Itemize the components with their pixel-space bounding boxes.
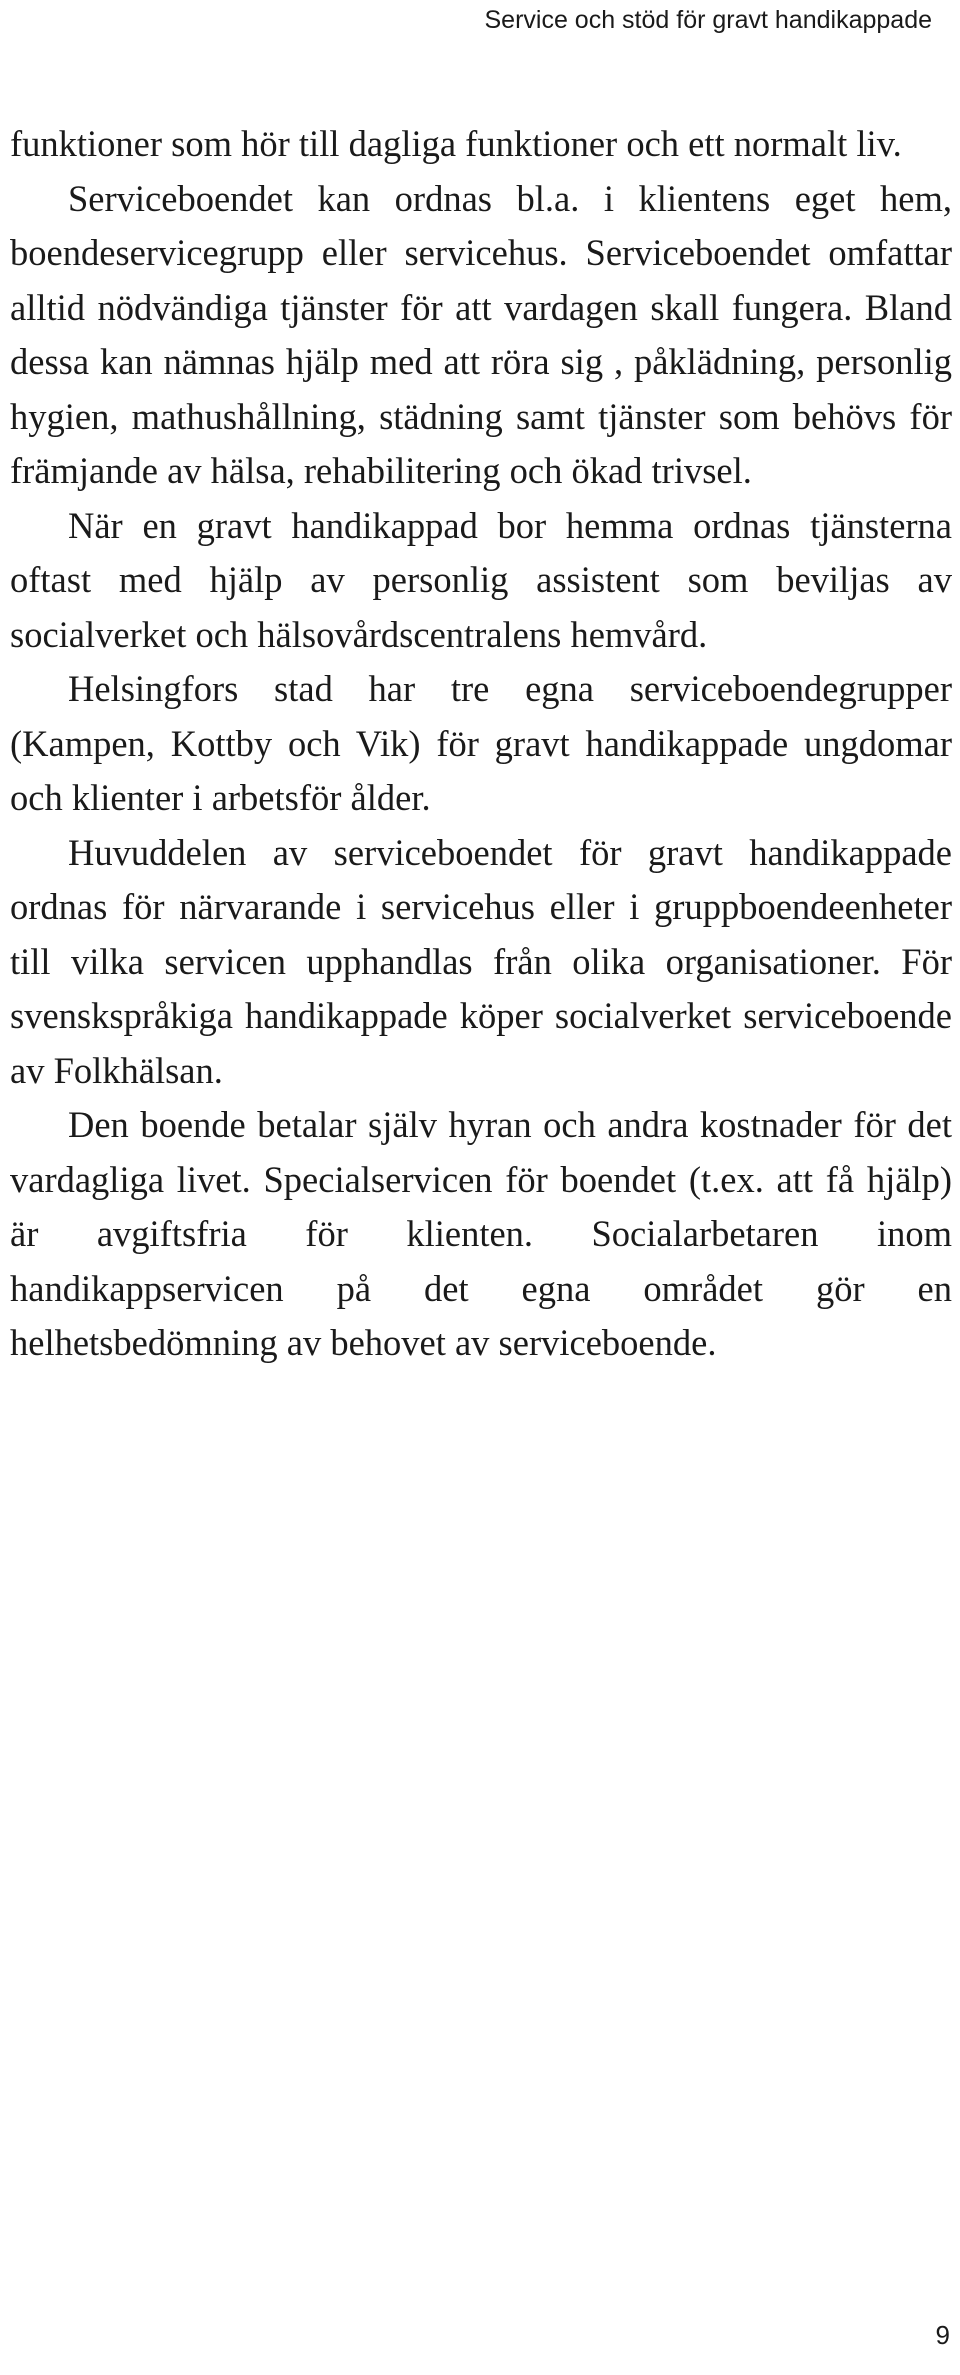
- paragraph-avgifter: Den boende betalar själv hyran och andra kostnader för det vardagliga livet. Specialservicen för boendet (t.ex. att få hjälp) är avgiftsfria för klienten. Socialarbetaren inom handikappservicen på det egna området gör en helhetsbedömning av behovet av serviceboende.: [10, 1104, 952, 1363]
- paragraph-personlig-assistent: När en gravt handikappad bor hemma ordnas tjänsterna oftast med hjälp av personlig assistent som beviljas av socialverket och hälsovårdscentralens hemvård.: [10, 504, 952, 655]
- paragraph-continuation: funktioner som hör till dagliga funktioner och ett normalt liv.: [10, 123, 902, 164]
- paragraph-serviceboendet: Serviceboendet kan ordnas bl.a. i klientens eget hem, boendeservicegrupp eller servicehus. Serviceboendet omfattar alltid nödvändiga tjänster för att vardagen skall fungera. Bland dessa kan nämnas hjälp med att röra sig , påklädning, personlig hygien, mathushållning, städning samt tjänster som behövs för främjande av hälsa, rehabilitering och ökad trivsel.: [10, 177, 952, 491]
- paragraph-huvuddelen: Huvuddelen av serviceboendet för gravt handikappade ordnas för närvarande i servicehus eller i gruppboendeenheter till vilka servicen upphandlas från olika organisationer. För svenskspråkiga handikappade köper socialverket serviceboende av Folkhälsan.: [10, 831, 952, 1091]
- page-number: 9: [935, 2320, 950, 2350]
- running-header: Service och stöd för gravt handikappade: [484, 6, 932, 34]
- body-text: [10, 117, 952, 1371]
- paragraph-helsingfors: Helsingfors stad har tre egna serviceboendegrupper (Kampen, Kottby och Vik) för gravt handikappade ungdomar och klienter i arbetsför ålder.: [10, 668, 952, 818]
